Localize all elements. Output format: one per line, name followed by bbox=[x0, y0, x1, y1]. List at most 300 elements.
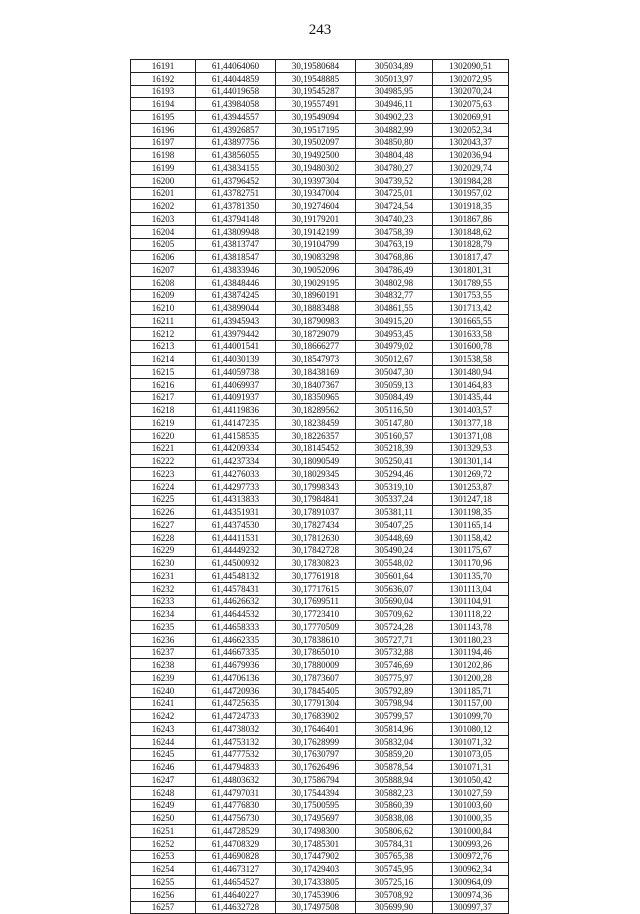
longitude-cell: 30,18960191 bbox=[276, 289, 356, 302]
x-coordinate-cell: 305548,02 bbox=[356, 557, 433, 570]
longitude-cell: 30,19502097 bbox=[276, 136, 356, 149]
y-coordinate-cell: 1301633,58 bbox=[433, 327, 509, 340]
x-coordinate-cell: 305838,08 bbox=[356, 812, 433, 825]
y-coordinate-cell: 1300997,37 bbox=[433, 901, 509, 914]
point-number-cell: 16205 bbox=[131, 238, 196, 251]
point-number-cell: 16254 bbox=[131, 863, 196, 876]
point-number-cell: 16244 bbox=[131, 735, 196, 748]
x-coordinate-cell: 304724,54 bbox=[356, 200, 433, 213]
longitude-cell: 30,17761918 bbox=[276, 570, 356, 583]
point-number-cell: 16217 bbox=[131, 391, 196, 404]
latitude-cell: 61,44658333 bbox=[196, 621, 276, 634]
x-coordinate-cell: 305799,57 bbox=[356, 710, 433, 723]
x-coordinate-cell: 305798,94 bbox=[356, 697, 433, 710]
point-number-cell: 16199 bbox=[131, 162, 196, 175]
y-coordinate-cell: 1301071,32 bbox=[433, 735, 509, 748]
longitude-cell: 30,17880009 bbox=[276, 659, 356, 672]
y-coordinate-cell: 1302036,94 bbox=[433, 149, 509, 162]
point-number-cell: 16226 bbox=[131, 506, 196, 519]
latitude-cell: 61,43782751 bbox=[196, 187, 276, 200]
y-coordinate-cell: 1301118,22 bbox=[433, 608, 509, 621]
x-coordinate-cell: 305047,30 bbox=[356, 366, 433, 379]
y-coordinate-cell: 1301071,31 bbox=[433, 761, 509, 774]
point-number-cell: 16237 bbox=[131, 646, 196, 659]
latitude-cell: 61,43984058 bbox=[196, 98, 276, 111]
latitude-cell: 61,43926857 bbox=[196, 123, 276, 136]
latitude-cell: 61,44030139 bbox=[196, 353, 276, 366]
latitude-cell: 61,44449232 bbox=[196, 544, 276, 557]
latitude-cell: 61,44019658 bbox=[196, 85, 276, 98]
point-number-cell: 16196 bbox=[131, 123, 196, 136]
point-number-cell: 16228 bbox=[131, 531, 196, 544]
x-coordinate-cell: 304740,23 bbox=[356, 213, 433, 226]
x-coordinate-cell: 305294,46 bbox=[356, 468, 433, 481]
latitude-cell: 61,43781350 bbox=[196, 200, 276, 213]
longitude-cell: 30,19179201 bbox=[276, 213, 356, 226]
x-coordinate-cell: 305806,62 bbox=[356, 825, 433, 838]
y-coordinate-cell: 1301329,53 bbox=[433, 442, 509, 455]
longitude-cell: 30,17998343 bbox=[276, 480, 356, 493]
latitude-cell: 61,44644532 bbox=[196, 608, 276, 621]
y-coordinate-cell: 1301538,58 bbox=[433, 353, 509, 366]
latitude-cell: 61,44578431 bbox=[196, 582, 276, 595]
latitude-cell: 61,44209334 bbox=[196, 442, 276, 455]
latitude-cell: 61,44728529 bbox=[196, 825, 276, 838]
latitude-cell: 61,44158535 bbox=[196, 429, 276, 442]
longitude-cell: 30,17838610 bbox=[276, 633, 356, 646]
latitude-cell: 61,44756730 bbox=[196, 812, 276, 825]
latitude-cell: 61,44679936 bbox=[196, 659, 276, 672]
x-coordinate-cell: 305727,71 bbox=[356, 633, 433, 646]
longitude-cell: 30,17586794 bbox=[276, 774, 356, 787]
latitude-cell: 61,43818547 bbox=[196, 251, 276, 264]
longitude-cell: 30,19397304 bbox=[276, 174, 356, 187]
table-row bbox=[131, 901, 509, 914]
table-row bbox=[131, 98, 509, 111]
point-number-cell: 16225 bbox=[131, 493, 196, 506]
y-coordinate-cell: 1302075,63 bbox=[433, 98, 509, 111]
x-coordinate-cell: 305732,88 bbox=[356, 646, 433, 659]
latitude-cell: 61,44297733 bbox=[196, 480, 276, 493]
latitude-cell: 61,44064060 bbox=[196, 60, 276, 73]
longitude-cell: 30,19580684 bbox=[276, 60, 356, 73]
table-row bbox=[131, 72, 509, 85]
x-coordinate-cell: 305792,89 bbox=[356, 684, 433, 697]
latitude-cell: 61,44738032 bbox=[196, 723, 276, 736]
table-row bbox=[131, 723, 509, 736]
longitude-cell: 30,17842728 bbox=[276, 544, 356, 557]
point-number-cell: 16213 bbox=[131, 340, 196, 353]
y-coordinate-cell: 1301080,12 bbox=[433, 723, 509, 736]
x-coordinate-cell: 304802,98 bbox=[356, 276, 433, 289]
longitude-cell: 30,17628999 bbox=[276, 735, 356, 748]
point-number-cell: 16256 bbox=[131, 888, 196, 901]
x-coordinate-cell: 305059,13 bbox=[356, 378, 433, 391]
point-number-cell: 16236 bbox=[131, 633, 196, 646]
longitude-cell: 30,17453906 bbox=[276, 888, 356, 901]
y-coordinate-cell: 1300972,76 bbox=[433, 850, 509, 863]
table-row bbox=[131, 557, 509, 570]
longitude-cell: 30,18238459 bbox=[276, 417, 356, 430]
longitude-cell: 30,19052096 bbox=[276, 264, 356, 277]
longitude-cell: 30,17699511 bbox=[276, 595, 356, 608]
y-coordinate-cell: 1301194,46 bbox=[433, 646, 509, 659]
table-row bbox=[131, 786, 509, 799]
point-number-cell: 16238 bbox=[131, 659, 196, 672]
x-coordinate-cell: 305746,69 bbox=[356, 659, 433, 672]
y-coordinate-cell: 1301099,70 bbox=[433, 710, 509, 723]
longitude-cell: 30,19517195 bbox=[276, 123, 356, 136]
longitude-cell: 30,17433805 bbox=[276, 876, 356, 889]
latitude-cell: 61,43945943 bbox=[196, 315, 276, 328]
longitude-cell: 30,17495697 bbox=[276, 812, 356, 825]
x-coordinate-cell: 304953,45 bbox=[356, 327, 433, 340]
y-coordinate-cell: 1301848,62 bbox=[433, 225, 509, 238]
point-number-cell: 16195 bbox=[131, 111, 196, 124]
table-row bbox=[131, 455, 509, 468]
x-coordinate-cell: 304780,27 bbox=[356, 162, 433, 175]
table-row bbox=[131, 837, 509, 850]
table-row bbox=[131, 646, 509, 659]
y-coordinate-cell: 1301170,96 bbox=[433, 557, 509, 570]
table-row bbox=[131, 289, 509, 302]
latitude-cell: 61,43794148 bbox=[196, 213, 276, 226]
latitude-cell: 61,43944557 bbox=[196, 111, 276, 124]
table-row bbox=[131, 799, 509, 812]
longitude-cell: 30,17683902 bbox=[276, 710, 356, 723]
table-row bbox=[131, 697, 509, 710]
table-row bbox=[131, 506, 509, 519]
x-coordinate-cell: 305724,28 bbox=[356, 621, 433, 634]
x-coordinate-cell: 305708,92 bbox=[356, 888, 433, 901]
latitude-cell: 61,43796452 bbox=[196, 174, 276, 187]
y-coordinate-cell: 1301157,00 bbox=[433, 697, 509, 710]
point-number-cell: 16197 bbox=[131, 136, 196, 149]
latitude-cell: 61,44640227 bbox=[196, 888, 276, 901]
x-coordinate-cell: 305319,10 bbox=[356, 480, 433, 493]
table-row bbox=[131, 85, 509, 98]
y-coordinate-cell: 1301377,18 bbox=[433, 417, 509, 430]
latitude-cell: 61,43979442 bbox=[196, 327, 276, 340]
table-row bbox=[131, 60, 509, 73]
table-row bbox=[131, 340, 509, 353]
longitude-cell: 30,17498300 bbox=[276, 825, 356, 838]
longitude-cell: 30,17791304 bbox=[276, 697, 356, 710]
x-coordinate-cell: 305814,96 bbox=[356, 723, 433, 736]
table-row bbox=[131, 442, 509, 455]
point-number-cell: 16241 bbox=[131, 697, 196, 710]
longitude-cell: 30,18666277 bbox=[276, 340, 356, 353]
table-row bbox=[131, 825, 509, 838]
x-coordinate-cell: 304768,86 bbox=[356, 251, 433, 264]
table-row bbox=[131, 149, 509, 162]
longitude-cell: 30,18145452 bbox=[276, 442, 356, 455]
y-coordinate-cell: 1301828,79 bbox=[433, 238, 509, 251]
table-row bbox=[131, 123, 509, 136]
y-coordinate-cell: 1301198,35 bbox=[433, 506, 509, 519]
table-row bbox=[131, 111, 509, 124]
point-number-cell: 16232 bbox=[131, 582, 196, 595]
table-row bbox=[131, 213, 509, 226]
y-coordinate-cell: 1301050,42 bbox=[433, 774, 509, 787]
y-coordinate-cell: 1301158,42 bbox=[433, 531, 509, 544]
table-row bbox=[131, 608, 509, 621]
longitude-cell: 30,19557491 bbox=[276, 98, 356, 111]
x-coordinate-cell: 305034,89 bbox=[356, 60, 433, 73]
longitude-cell: 30,17497508 bbox=[276, 901, 356, 914]
x-coordinate-cell: 304804,48 bbox=[356, 149, 433, 162]
x-coordinate-cell: 304725,01 bbox=[356, 187, 433, 200]
table-row bbox=[131, 570, 509, 583]
table-row bbox=[131, 187, 509, 200]
point-number-cell: 16251 bbox=[131, 825, 196, 838]
table-row bbox=[131, 876, 509, 889]
y-coordinate-cell: 1301185,71 bbox=[433, 684, 509, 697]
longitude-cell: 30,19142199 bbox=[276, 225, 356, 238]
longitude-cell: 30,19545287 bbox=[276, 85, 356, 98]
y-coordinate-cell: 1301957,02 bbox=[433, 187, 509, 200]
table-row bbox=[131, 748, 509, 761]
x-coordinate-cell: 304902,23 bbox=[356, 111, 433, 124]
x-coordinate-cell: 305116,50 bbox=[356, 404, 433, 417]
latitude-cell: 61,44237334 bbox=[196, 455, 276, 468]
point-number-cell: 16235 bbox=[131, 621, 196, 634]
y-coordinate-cell: 1301371,08 bbox=[433, 429, 509, 442]
table-row bbox=[131, 327, 509, 340]
longitude-cell: 30,17827434 bbox=[276, 519, 356, 532]
y-coordinate-cell: 1300962,34 bbox=[433, 863, 509, 876]
point-number-cell: 16200 bbox=[131, 174, 196, 187]
y-coordinate-cell: 1301435,44 bbox=[433, 391, 509, 404]
latitude-cell: 61,44797031 bbox=[196, 786, 276, 799]
point-number-cell: 16207 bbox=[131, 264, 196, 277]
y-coordinate-cell: 1301984,28 bbox=[433, 174, 509, 187]
point-number-cell: 16229 bbox=[131, 544, 196, 557]
y-coordinate-cell: 1301269,72 bbox=[433, 468, 509, 481]
latitude-cell: 61,44001541 bbox=[196, 340, 276, 353]
longitude-cell: 30,18289562 bbox=[276, 404, 356, 417]
latitude-cell: 61,44794833 bbox=[196, 761, 276, 774]
table-row bbox=[131, 315, 509, 328]
x-coordinate-cell: 305878,54 bbox=[356, 761, 433, 774]
longitude-cell: 30,17770509 bbox=[276, 621, 356, 634]
latitude-cell: 61,44411531 bbox=[196, 531, 276, 544]
x-coordinate-cell: 305888,94 bbox=[356, 774, 433, 787]
y-coordinate-cell: 1301301,14 bbox=[433, 455, 509, 468]
y-coordinate-cell: 1301867,86 bbox=[433, 213, 509, 226]
y-coordinate-cell: 1302069,91 bbox=[433, 111, 509, 124]
x-coordinate-cell: 304739,52 bbox=[356, 174, 433, 187]
latitude-cell: 61,43874245 bbox=[196, 289, 276, 302]
table-row bbox=[131, 850, 509, 863]
longitude-cell: 30,17500595 bbox=[276, 799, 356, 812]
y-coordinate-cell: 1301202,86 bbox=[433, 659, 509, 672]
longitude-cell: 30,17984841 bbox=[276, 493, 356, 506]
table-row bbox=[131, 812, 509, 825]
latitude-cell: 61,44091937 bbox=[196, 391, 276, 404]
y-coordinate-cell: 1301073,05 bbox=[433, 748, 509, 761]
point-number-cell: 16214 bbox=[131, 353, 196, 366]
table-row bbox=[131, 238, 509, 251]
point-number-cell: 16192 bbox=[131, 72, 196, 85]
x-coordinate-cell: 305699,90 bbox=[356, 901, 433, 914]
point-number-cell: 16198 bbox=[131, 149, 196, 162]
longitude-cell: 30,18226357 bbox=[276, 429, 356, 442]
latitude-cell: 61,44626632 bbox=[196, 595, 276, 608]
longitude-cell: 30,19548885 bbox=[276, 72, 356, 85]
y-coordinate-cell: 1300964,09 bbox=[433, 876, 509, 889]
x-coordinate-cell: 305709,62 bbox=[356, 608, 433, 621]
y-coordinate-cell: 1301253,87 bbox=[433, 480, 509, 493]
table-row bbox=[131, 404, 509, 417]
point-number-cell: 16234 bbox=[131, 608, 196, 621]
point-number-cell: 16239 bbox=[131, 672, 196, 685]
point-number-cell: 16202 bbox=[131, 200, 196, 213]
latitude-cell: 61,44059738 bbox=[196, 366, 276, 379]
longitude-cell: 30,18090549 bbox=[276, 455, 356, 468]
x-coordinate-cell: 304861,55 bbox=[356, 302, 433, 315]
table-row bbox=[131, 276, 509, 289]
table-row bbox=[131, 480, 509, 493]
point-number-cell: 16246 bbox=[131, 761, 196, 774]
latitude-cell: 61,43809948 bbox=[196, 225, 276, 238]
x-coordinate-cell: 305601,64 bbox=[356, 570, 433, 583]
longitude-cell: 30,17812630 bbox=[276, 531, 356, 544]
x-coordinate-cell: 304850,80 bbox=[356, 136, 433, 149]
x-coordinate-cell: 305218,39 bbox=[356, 442, 433, 455]
y-coordinate-cell: 1301000,84 bbox=[433, 825, 509, 838]
point-number-cell: 16253 bbox=[131, 850, 196, 863]
y-coordinate-cell: 1302043,37 bbox=[433, 136, 509, 149]
point-number-cell: 16250 bbox=[131, 812, 196, 825]
latitude-cell: 61,44720936 bbox=[196, 684, 276, 697]
point-number-cell: 16220 bbox=[131, 429, 196, 442]
x-coordinate-cell: 305381,11 bbox=[356, 506, 433, 519]
longitude-cell: 30,18729079 bbox=[276, 327, 356, 340]
point-number-cell: 16227 bbox=[131, 519, 196, 532]
page-number: 243 bbox=[308, 22, 332, 38]
point-number-cell: 16193 bbox=[131, 85, 196, 98]
y-coordinate-cell: 1301817,47 bbox=[433, 251, 509, 264]
longitude-cell: 30,17630797 bbox=[276, 748, 356, 761]
y-coordinate-cell: 1301000,35 bbox=[433, 812, 509, 825]
latitude-cell: 61,44803632 bbox=[196, 774, 276, 787]
point-number-cell: 16210 bbox=[131, 302, 196, 315]
table-row bbox=[131, 136, 509, 149]
coordinates-table-body bbox=[131, 60, 509, 914]
point-number-cell: 16203 bbox=[131, 213, 196, 226]
x-coordinate-cell: 304985,95 bbox=[356, 85, 433, 98]
y-coordinate-cell: 1301165,14 bbox=[433, 519, 509, 532]
latitude-cell: 61,44673127 bbox=[196, 863, 276, 876]
table-row bbox=[131, 672, 509, 685]
table-row bbox=[131, 519, 509, 532]
x-coordinate-cell: 305690,04 bbox=[356, 595, 433, 608]
table-row bbox=[131, 493, 509, 506]
y-coordinate-cell: 1301789,55 bbox=[433, 276, 509, 289]
y-coordinate-cell: 1301600,78 bbox=[433, 340, 509, 353]
longitude-cell: 30,19492500 bbox=[276, 149, 356, 162]
x-coordinate-cell: 304915,20 bbox=[356, 315, 433, 328]
x-coordinate-cell: 305860,39 bbox=[356, 799, 433, 812]
x-coordinate-cell: 305765,38 bbox=[356, 850, 433, 863]
x-coordinate-cell: 305337,24 bbox=[356, 493, 433, 506]
x-coordinate-cell: 305725,16 bbox=[356, 876, 433, 889]
point-number-cell: 16245 bbox=[131, 748, 196, 761]
x-coordinate-cell: 305636,07 bbox=[356, 582, 433, 595]
point-number-cell: 16204 bbox=[131, 225, 196, 238]
coordinates-table bbox=[130, 59, 509, 914]
latitude-cell: 61,44147235 bbox=[196, 417, 276, 430]
point-number-cell: 16201 bbox=[131, 187, 196, 200]
x-coordinate-cell: 305859,20 bbox=[356, 748, 433, 761]
latitude-cell: 61,44374530 bbox=[196, 519, 276, 532]
longitude-cell: 30,17830823 bbox=[276, 557, 356, 570]
point-number-cell: 16223 bbox=[131, 468, 196, 481]
latitude-cell: 61,43856055 bbox=[196, 149, 276, 162]
y-coordinate-cell: 1301200,28 bbox=[433, 672, 509, 685]
point-number-cell: 16242 bbox=[131, 710, 196, 723]
table-row bbox=[131, 582, 509, 595]
latitude-cell: 61,44500932 bbox=[196, 557, 276, 570]
longitude-cell: 30,18438169 bbox=[276, 366, 356, 379]
longitude-cell: 30,19029195 bbox=[276, 276, 356, 289]
latitude-cell: 61,44654527 bbox=[196, 876, 276, 889]
latitude-cell: 61,44706136 bbox=[196, 672, 276, 685]
longitude-cell: 30,17646401 bbox=[276, 723, 356, 736]
y-coordinate-cell: 1301918,35 bbox=[433, 200, 509, 213]
x-coordinate-cell: 304758,39 bbox=[356, 225, 433, 238]
x-coordinate-cell: 305745,95 bbox=[356, 863, 433, 876]
y-coordinate-cell: 1301143,78 bbox=[433, 621, 509, 634]
x-coordinate-cell: 304882,99 bbox=[356, 123, 433, 136]
table-row bbox=[131, 174, 509, 187]
point-number-cell: 16206 bbox=[131, 251, 196, 264]
longitude-cell: 30,17865010 bbox=[276, 646, 356, 659]
x-coordinate-cell: 305832,04 bbox=[356, 735, 433, 748]
longitude-cell: 30,19480302 bbox=[276, 162, 356, 175]
table-row bbox=[131, 468, 509, 481]
table-row bbox=[131, 684, 509, 697]
table-row bbox=[131, 162, 509, 175]
y-coordinate-cell: 1301403,57 bbox=[433, 404, 509, 417]
x-coordinate-cell: 305407,25 bbox=[356, 519, 433, 532]
y-coordinate-cell: 1302052,34 bbox=[433, 123, 509, 136]
latitude-cell: 61,43848446 bbox=[196, 276, 276, 289]
latitude-cell: 61,43834155 bbox=[196, 162, 276, 175]
x-coordinate-cell: 305147,80 bbox=[356, 417, 433, 430]
x-coordinate-cell: 305013,97 bbox=[356, 72, 433, 85]
point-number-cell: 16230 bbox=[131, 557, 196, 570]
table-row bbox=[131, 659, 509, 672]
table-row bbox=[131, 761, 509, 774]
point-number-cell: 16209 bbox=[131, 289, 196, 302]
table-row bbox=[131, 391, 509, 404]
longitude-cell: 30,19274604 bbox=[276, 200, 356, 213]
y-coordinate-cell: 1302070,24 bbox=[433, 85, 509, 98]
point-number-cell: 16255 bbox=[131, 876, 196, 889]
table-row bbox=[131, 888, 509, 901]
y-coordinate-cell: 1301665,55 bbox=[433, 315, 509, 328]
latitude-cell: 61,44776830 bbox=[196, 799, 276, 812]
table-row bbox=[131, 264, 509, 277]
longitude-cell: 30,19104799 bbox=[276, 238, 356, 251]
point-number-cell: 16218 bbox=[131, 404, 196, 417]
longitude-cell: 30,18350965 bbox=[276, 391, 356, 404]
y-coordinate-cell: 1301135,70 bbox=[433, 570, 509, 583]
table-row bbox=[131, 735, 509, 748]
point-number-cell: 16221 bbox=[131, 442, 196, 455]
